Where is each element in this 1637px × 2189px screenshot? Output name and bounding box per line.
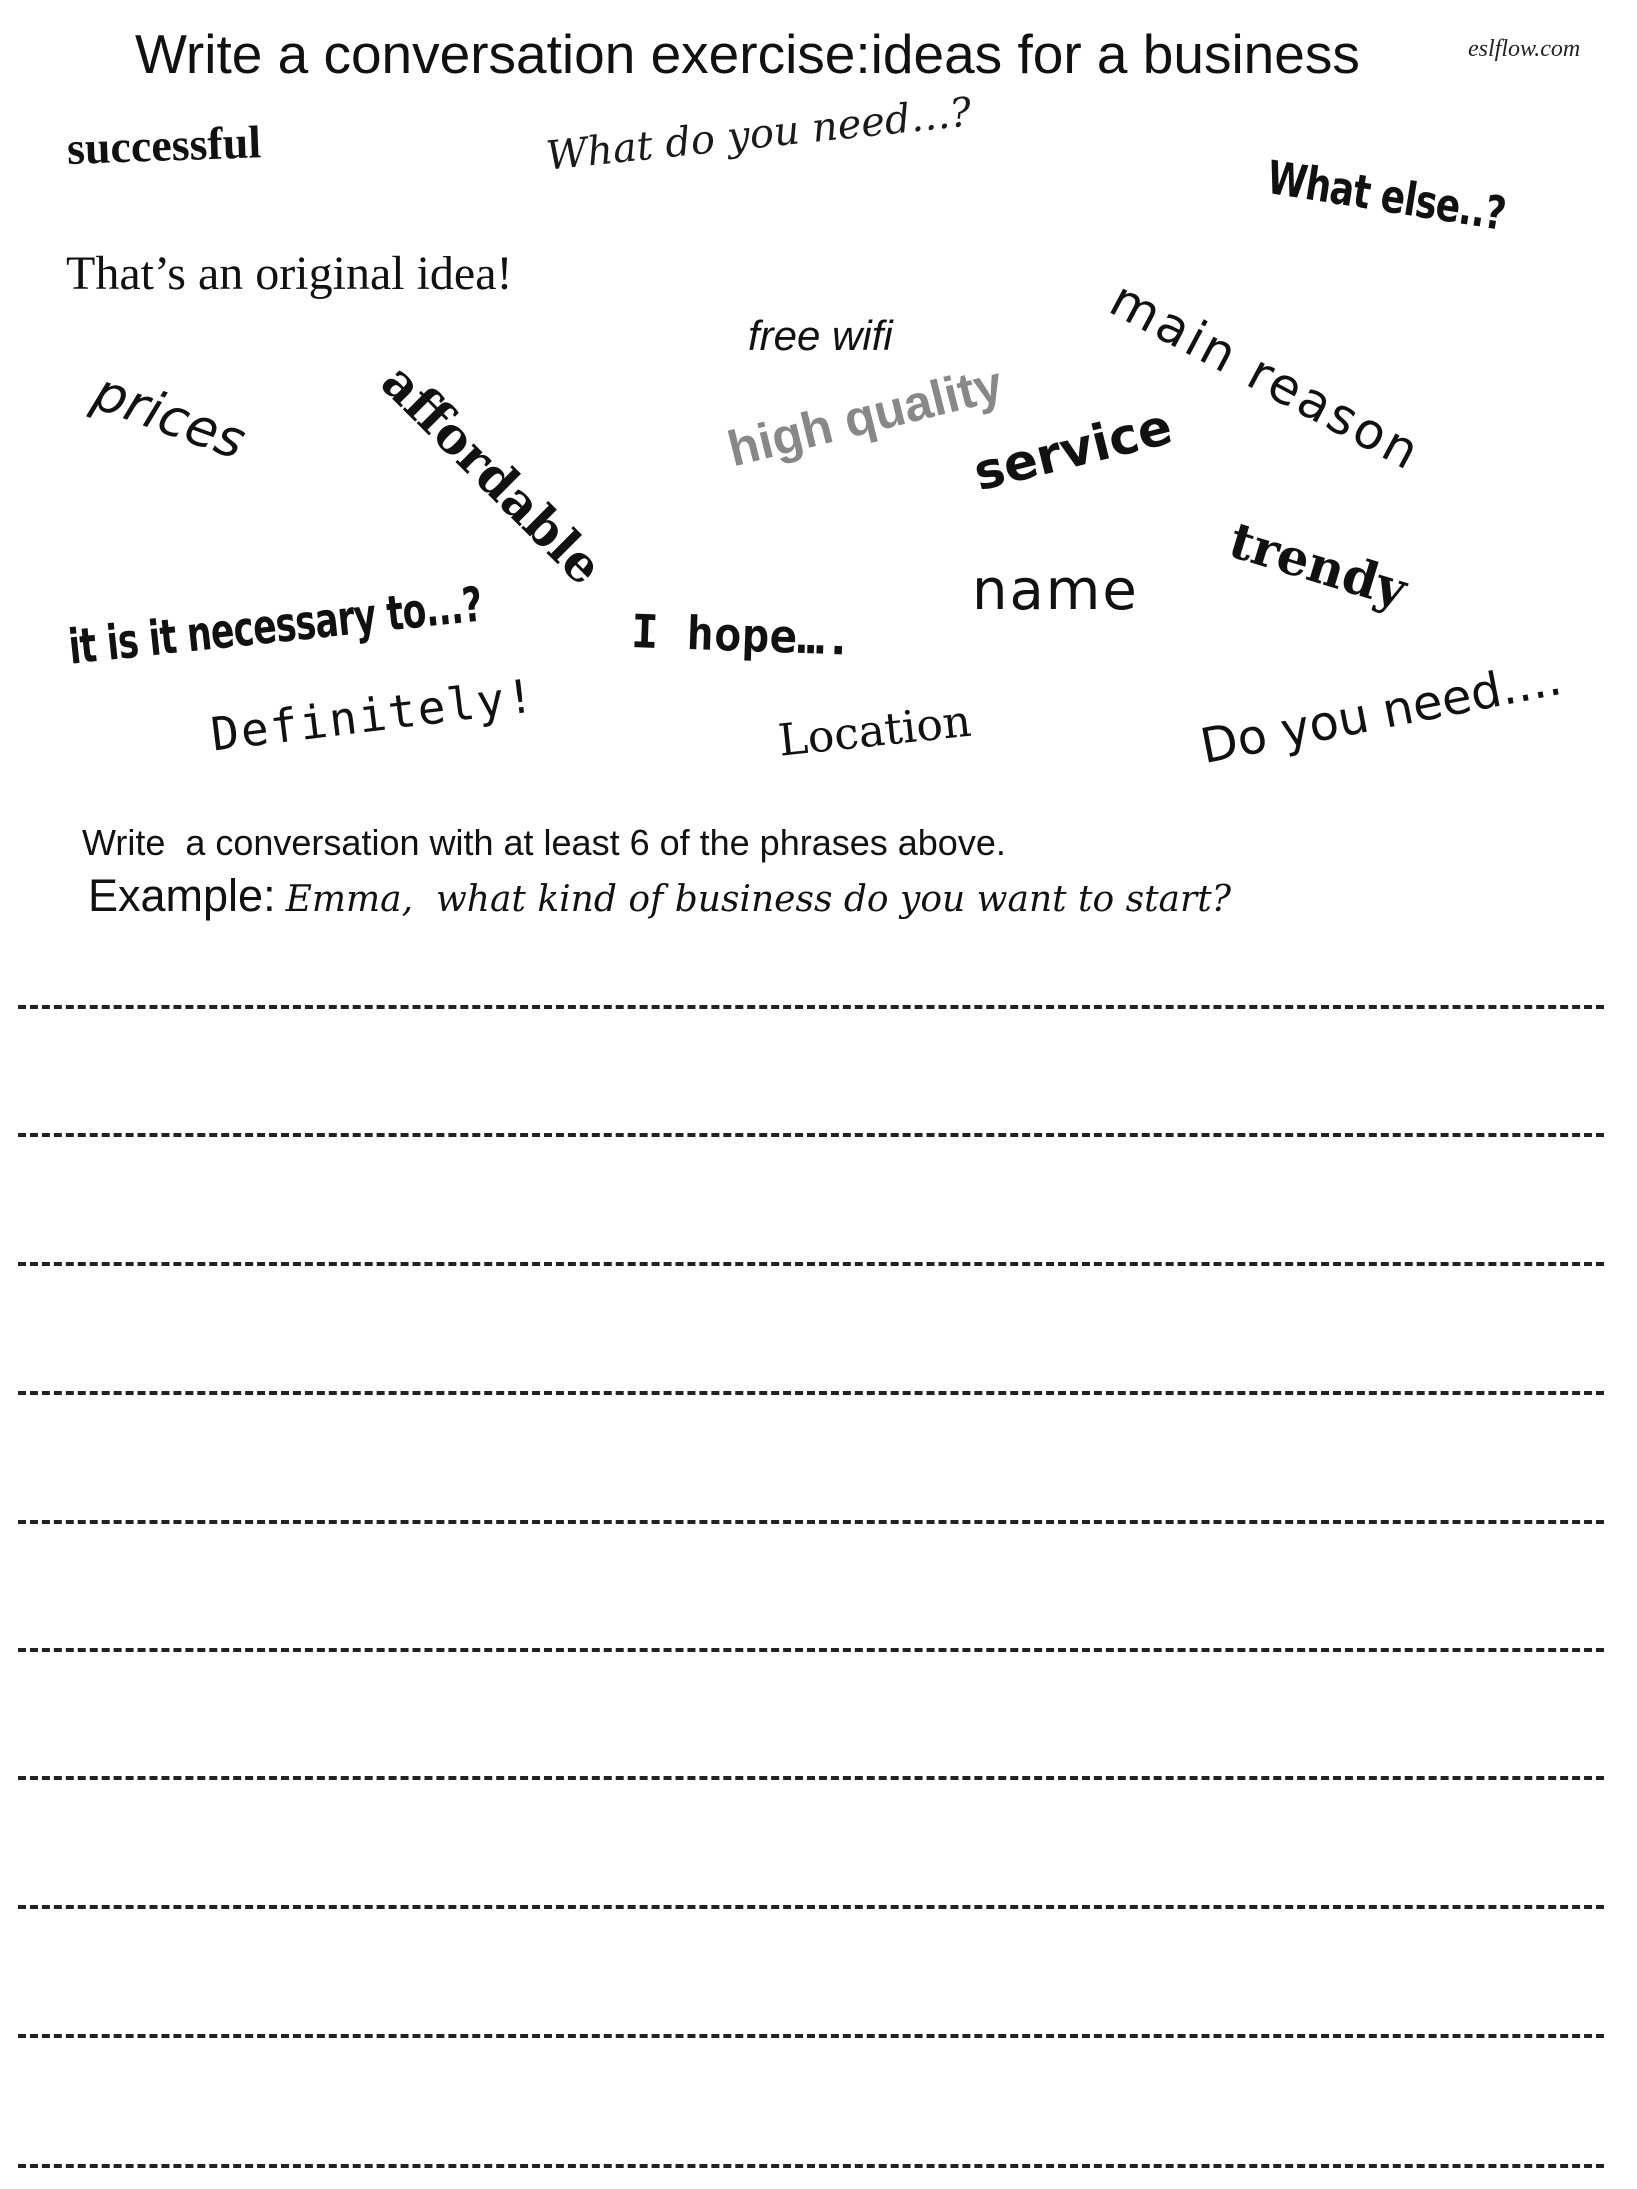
example-row — [88, 870, 1231, 922]
phrase-do-you-need: Do you need.... — [1196, 650, 1566, 775]
answer-line[interactable] — [18, 2034, 1604, 2038]
answer-line[interactable] — [18, 1133, 1604, 1137]
phrase-service: service — [968, 397, 1178, 503]
page-title: Write a conversation exercise:ideas for a business — [135, 23, 1360, 85]
phrase-prices: prices — [85, 362, 254, 472]
phrase-high-quality: high quality — [722, 355, 1009, 478]
phrase-successful: successful — [66, 116, 262, 174]
phrase-definitely: Definitely! — [208, 668, 539, 762]
phrase-what-do-you-need: What do you need…? — [544, 89, 974, 180]
phrase-trendy: trendy — [1222, 510, 1414, 620]
phrase-original-idea: That’s an original idea! — [66, 247, 513, 300]
phrase-main-reason: main reason — [1100, 270, 1431, 483]
answer-line[interactable] — [18, 1262, 1604, 1266]
answer-line[interactable] — [18, 1520, 1604, 1524]
phrase-free-wifi: free wifi — [748, 312, 893, 359]
answer-line[interactable] — [18, 1005, 1604, 1009]
example-text: Emma, what kind of business do you want to start? — [285, 879, 1231, 920]
phrase-i-hope: I hope…. — [630, 604, 854, 666]
phrase-affordable: affordable — [370, 352, 615, 597]
answer-line[interactable] — [18, 1391, 1604, 1395]
example-label: Example: — [88, 870, 276, 921]
site-credit: eslflow.com — [1468, 36, 1581, 62]
answer-line[interactable] — [18, 1776, 1604, 1780]
phrase-name: name — [972, 558, 1139, 623]
phrase-necessary: it is it necessary to...? — [66, 576, 485, 676]
phrase-location: Location — [776, 695, 974, 767]
instruction-text: Write a conversation with at least 6 of the phrases above. — [82, 822, 1006, 863]
answer-line[interactable] — [18, 1648, 1604, 1652]
answer-line[interactable] — [18, 1905, 1604, 1909]
answer-line[interactable] — [18, 2164, 1604, 2168]
phrase-what-else: What else..? — [1263, 150, 1510, 241]
